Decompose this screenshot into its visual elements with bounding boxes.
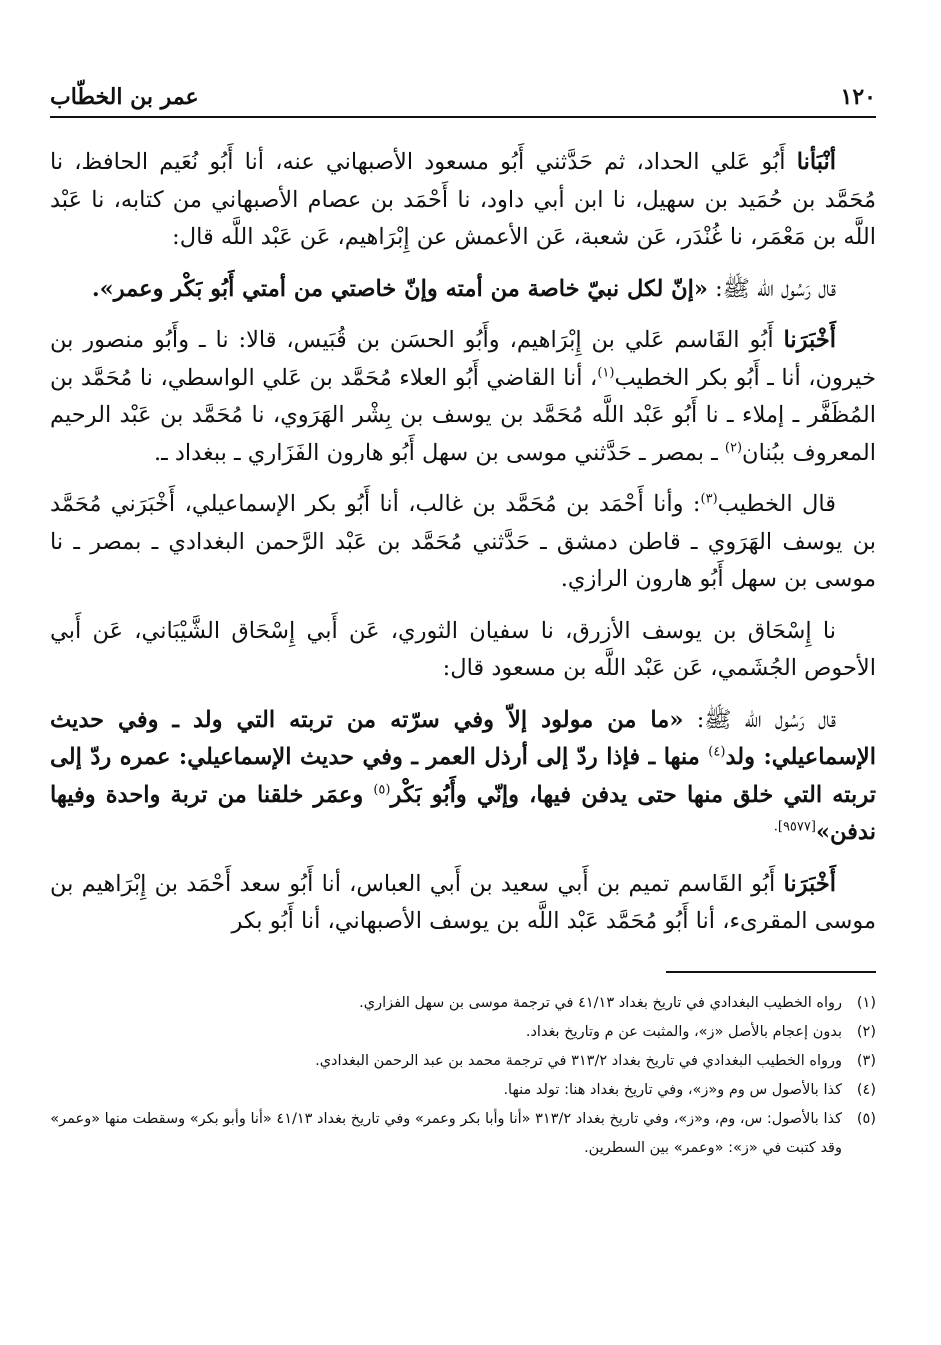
footnote-text: كذا بالأصول: س، وم، و«ز»، وفي تاريخ بغداد ٣١٣/٢ «أنا وأبا بكر وعمر» وفي تاريخ بغداد ٤١/١٣ «أنا وأبو بكر» وسقطت منها «وعمر» وقد كتبت في «ز»: «وعمر» بين السطرين. — [50, 1110, 842, 1156]
paragraph-text: قال رَسُول الله ﷺ: — [708, 275, 836, 302]
footnote-ref-4[interactable]: (٤) — [708, 744, 726, 760]
footnote-ref-2[interactable]: (٢) — [724, 440, 743, 455]
footnote-item — [50, 1076, 876, 1105]
footnote-text: كذا بالأصول س وم و«ز»، وفي تاريخ بغداد هنا: تولد منها. — [503, 1081, 842, 1098]
isnad-lead: أنْبَأنا — [796, 149, 836, 175]
hadith-reference-number: [٩٥٧٧]. — [773, 819, 816, 835]
footnote-text: رواه الخطيب البغدادي في تاريخ بغداد ٤١/١٣ في ترجمة موسى بن سهل الفزاري. — [359, 994, 842, 1011]
footnote-number: (٣) — [856, 1052, 876, 1069]
paragraph-text: قال الخطيب — [717, 491, 836, 517]
footnote-number: (٥) — [856, 1110, 876, 1127]
isnad-lead: أَخْبَرَنا — [783, 870, 836, 897]
book-page — [50, 84, 876, 1163]
paragraph-3 — [50, 322, 876, 472]
footnote-separator — [666, 971, 876, 973]
footnote-text: ورواه الخطيب البغدادي في تاريخ بغداد ٣١٣/٢ في ترجمة محمد بن عبد الرحمن البغدادي. — [315, 1052, 842, 1069]
footnote-number: (١) — [856, 994, 876, 1011]
footnote-number: (٤) — [856, 1081, 876, 1098]
running-title: عمر بن الخطّاب — [50, 84, 199, 110]
main-text — [50, 144, 876, 941]
footnote-ref-5[interactable]: (٥) — [373, 782, 391, 797]
page-number: ١٢٠ — [840, 84, 876, 110]
footnote-item — [50, 1018, 876, 1047]
paragraph-1 — [50, 144, 876, 257]
paragraph-6 — [50, 702, 876, 852]
paragraph-2 — [50, 271, 876, 309]
footnote-item — [50, 1105, 876, 1163]
footnote-ref-3[interactable]: (٣) — [700, 491, 718, 507]
footnote-item — [50, 989, 876, 1018]
paragraph-text: ، أنا القاضي أَبُو العلاء مُحَمَّد بن عَلي الواسطي، نا مُحَمَّد بن المُظَفَّر ـ إملاء ـ نا أَبُو عَبْد اللَّه مُحَمَّد بن يوسف بن بِشْر الهَرَوي، نا مُحَمَّد بن عَبْد الرحيم المعروف ببُنان — [50, 364, 876, 466]
footnote-ref-1[interactable]: (١) — [597, 365, 615, 380]
paragraph-5 — [50, 613, 876, 688]
hadith-text: «ما من مولود إلاّ وفي سرّته من تربته التي ولد ـ وفي حديث الإسماعيلي: ولد — [50, 706, 877, 770]
hadith-text: وعمَر خلقنا من تربة واحدة وفيها ندفن» — [50, 781, 876, 845]
hadith-text: منها ـ فإذا ردّ إلى أرذل العمر ـ وفي حديث الإسماعيلي: عمره ردّ إلى تربته التي خلق منها حتى يدفن فيها، وإنّي وأَبُو بَكْر — [50, 744, 876, 808]
paragraph-text: قال رَسُول الله ﷺ: — [683, 706, 836, 733]
hadith-text: «إنّ لكل نبيّ خاصة من أمته وإنّ خاصتي من أمتي أَبُو بَكْر وعمر». — [91, 275, 708, 302]
footnote-text: بدون إعجام بالأصل «ز»، والمثبت عن م وتاريخ بغداد. — [525, 1023, 842, 1040]
running-header — [50, 84, 876, 118]
isnad-lead: أَخْبَرَنا — [783, 327, 836, 353]
paragraph-text: ـ بمصر ـ حَدَّثني موسى بن سهل أَبُو هارون الفَزَاري ـ ببغداد ـ. — [154, 439, 725, 466]
footnotes — [50, 989, 876, 1163]
footnote-item — [50, 1047, 876, 1076]
paragraph-text: : وأنا أَحْمَد بن مُحَمَّد بن غالب، أنا أَبُو بكر الإسماعيلي، أَخْبَرَني مُحَمَّد بن يوسف الهَرَوي ـ قاطن دمشق ـ حَدَّثني مُحَمَّد بن عَبْد الرَّحمن البغدادي ـ بمصر ـ نا موسى بن سهل أَبُو هارون الرازي. — [50, 491, 876, 592]
paragraph-text: أَبُو القَاسم تميم بن أَبي سعيد بن أَبي العباس، أنا أَبُو سعد أَحْمَد بن إِبْرَاهيم بن موسى المقرىء، أنا أَبُو مُحَمَّد عَبْد اللَّه بن يوسف الأصبهاني، أنا أَبُو بكر — [50, 870, 876, 934]
paragraph-7 — [50, 866, 876, 941]
paragraph-text: أَبُو القَاسم عَلي بن إِبْرَاهيم، وأَبُو الحسَن بن قُبَيس، قالا: نا ـ وأَبُو منصور بن خيرون، أنا ـ أَبُو بكر الخطيب — [50, 327, 876, 391]
footnote-number: (٢) — [856, 1023, 876, 1040]
paragraph-text: نا إِسْحَاق بن يوسف الأزرق، نا سفيان الثوري، عَن أَبي إِسْحَاق الشَّيْبَاني، عَن أَبي الأحوص الجُشَمي، عَن عَبْد اللَّه بن مسعود قال: — [50, 617, 876, 681]
paragraph-4 — [50, 486, 876, 599]
paragraph-text: أَبُو عَلي الحداد، ثم حَدَّثني أَبُو مسعود الأصبهاني عنه، أنا أَبُو نُعَيم الحافظ، نا مُحَمَّد بن حُمَيد بن سهيل، نا ابن أبي داود، نا أَحْمَد بن عصام الأصبهاني من كتابه، نا عَبْد اللَّه بن مَعْمَر، نا غُنْدَر، عَن شعبة، عَن الأعمش عن إِبْرَاهيم، عَن عَبْد اللَّه قال: — [50, 149, 876, 250]
